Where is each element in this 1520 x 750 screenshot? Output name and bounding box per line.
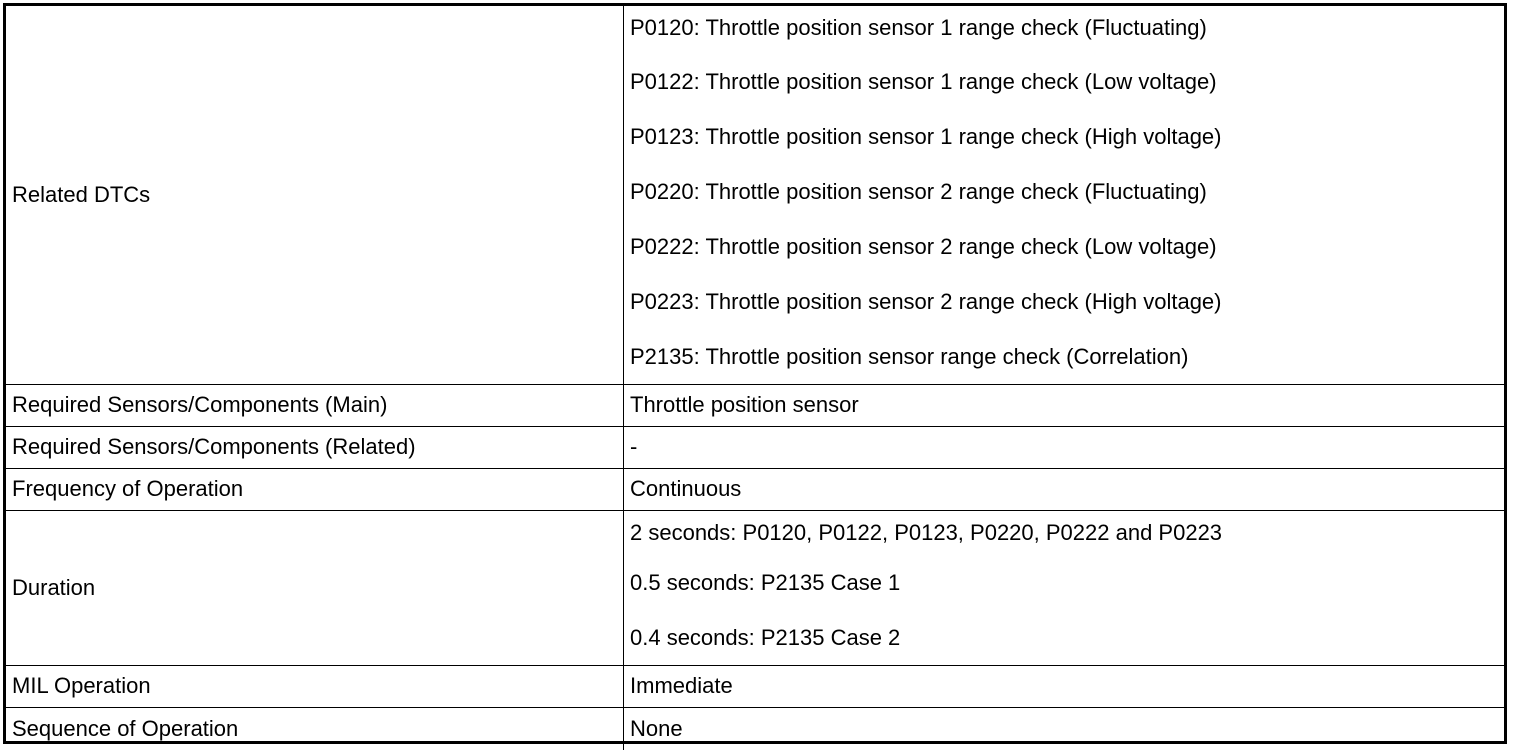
table-row-related-dtcs <box>6 6 1504 385</box>
value-duration <box>624 511 1505 666</box>
dtc-item: P0222: Throttle position sensor 2 range check (Low voltage) <box>630 234 1217 259</box>
table-row-required-related <box>6 427 1504 469</box>
dtc-item: P0120: Throttle position sensor 1 range check (Fluctuating) <box>630 15 1207 40</box>
value-related-dtcs <box>624 6 1505 385</box>
duration-item: 2 seconds: P0120, P0122, P0123, P0220, P0222 and P0223 <box>630 520 1223 545</box>
table-row-duration <box>6 511 1504 666</box>
label-frequency: Frequency of Operation <box>6 469 624 511</box>
dtc-item: P0123: Throttle position sensor 1 range check (High voltage) <box>630 124 1222 149</box>
label-related-dtcs: Related DTCs <box>6 6 624 385</box>
value-required-related: - <box>624 427 1505 469</box>
label-required-main: Required Sensors/Components (Main) <box>6 385 624 427</box>
label-duration: Duration <box>6 511 624 666</box>
duration-item: 0.5 seconds: P2135 Case 1 <box>630 570 901 595</box>
dtc-list <box>630 6 1498 384</box>
duration-item: 0.4 seconds: P2135 Case 2 <box>630 625 901 650</box>
label-required-related: Required Sensors/Components (Related) <box>6 427 624 469</box>
label-mil-operation: MIL Operation <box>6 666 624 708</box>
value-mil-operation: Immediate <box>624 666 1505 708</box>
monitor-spec-table <box>6 6 1504 750</box>
dtc-item: P0122: Throttle position sensor 1 range check (Low voltage) <box>630 69 1217 94</box>
duration-list <box>630 511 1498 665</box>
table-row-mil-operation <box>6 666 1504 708</box>
table-row-required-main <box>6 385 1504 427</box>
dtc-item: P0220: Throttle position sensor 2 range check (Fluctuating) <box>630 179 1207 204</box>
table-row-sequence <box>6 708 1504 750</box>
monitor-spec-table-frame <box>3 3 1507 744</box>
value-sequence: None <box>624 708 1505 750</box>
dtc-item: P2135: Throttle position sensor range check (Correlation) <box>630 344 1189 369</box>
table-row-frequency <box>6 469 1504 511</box>
value-required-main: Throttle position sensor <box>624 385 1505 427</box>
label-sequence: Sequence of Operation <box>6 708 624 750</box>
value-frequency: Continuous <box>624 469 1505 511</box>
dtc-item: P0223: Throttle position sensor 2 range check (High voltage) <box>630 289 1222 314</box>
